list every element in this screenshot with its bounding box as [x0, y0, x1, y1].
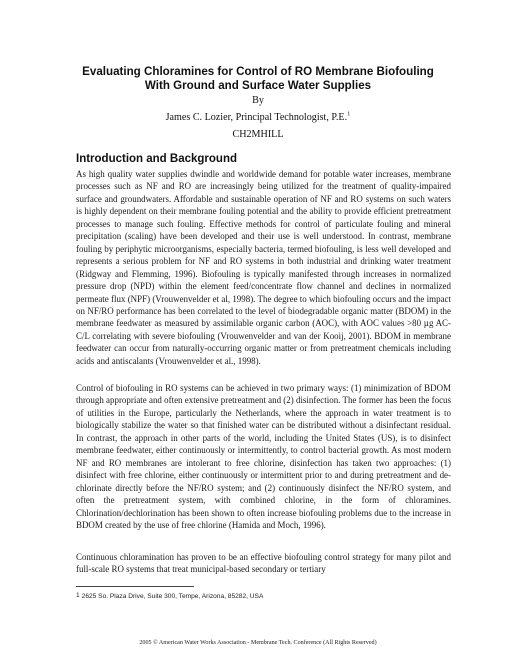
paragraph-3: Continuous chloramination has proven to be an effective biofouling control strategy for many pilot and full-scale RO systems that treat municipal-based secondary or tertiary [76, 552, 451, 575]
section-heading: Introduction and Background [76, 153, 237, 165]
page-footer: 2005 © American Water Works Association - Membrane Tech. Conference (All Rights Reserved) [139, 640, 377, 646]
footnote [76, 591, 263, 601]
author-line [60, 112, 456, 124]
paragraph-2: Control of biofouling in RO systems can be achieved in two primary ways: (1) minimization of BDOM through appropriate and often extensive pretreatment and (2) disinfection. The former has been the focus of utilities in the Europe, particularly the Netherlands, where the approach in water treatment is to biologically stabilize the water so that finished water can be distributed without a disinfectant residual. In contrast, the approach in other parts of the world, including the United States (US), is to disinfect membrane feedwater, either continuously or intermittently, to control bacterial growth. As most modern NF and RO membranes are intolerant to free chlorine, disinfection has taken two approaches: (1) disinfect with free chlorine, either continuously or intermittent prior to and during pretreatment and de-chlorinate directly before the NF/RO system; and (2) continuously disinfect the NF/RO system, and often the pretreatment system, with combined chlorine, in the form of chloramines. Chlorination/dechlorination has been shown to often increase biofouling problems due to the increase in BDOM created by the use of free chlorine (Hamida and Moch, 1996). [76, 383, 451, 530]
footnote-mark: 1 [76, 592, 80, 599]
byline-by: By [252, 95, 264, 106]
footnote-divider [76, 586, 194, 587]
paragraph-1: As high quality water supplies dwindle and worldwide demand for potable water increases, membrane processes such as NF and RO are increasingly being utilized for the treatment of quality-impaired surface and groundwaters. Affordable and sustainable operation of NF and RO systems on such waters is highly dependent on their membrane fouling potential and the ability to provide efficient pretreatment processes to manage such fouling. Effective methods for control of particulate fouling and mineral precipitation (scaling) have been developed and their use is well understood. In contrast, membrane fouling by periphytic microorganisms, especially bacteria, termed biofouling, is less well developed and represents a serious problem for NF and RO systems in both industrial and drinking water treatment (Ridgway and Flemming, 1996). Biofouling is typically manifested through increases in normalized pressure drop (NPD) within the element feed/concentrate flow channel and declines in normalized permeate flux (NPF) (Vrouwenvelder et al, 1998). The degree to which biofouling occurs and the impact on NF/RO performance has been correlated to the level of biodegradable organic matter (BDOM) in the membrane feedwater as measured by assimilable organic carbon (AOC), with AOC values >80 µg AC-C/L correlating with severe biofouling (Vrouwenvelder and van der Kooij, 2001). BDOM in membrane feedwater can occur from naturally-occurring organic matter or from pretreatment chemicals including acids and antiscalants (Vrouwenvelder et al., 1998). [76, 169, 451, 366]
author-footnote-mark: 1 [347, 110, 351, 118]
paper-title: Evaluating Chloramines for Control of RO Membrane Biofouling With Ground and Surface Water Supplies [82, 65, 434, 92]
author-name: James C. Lozier, Principal Technologist, P.E. [165, 112, 348, 123]
affiliation: CH2MHILL [232, 129, 284, 140]
footnote-text: 2625 So. Plaza Drive, Suite 300, Tempe, Arizona, 85282, USA [81, 593, 264, 600]
